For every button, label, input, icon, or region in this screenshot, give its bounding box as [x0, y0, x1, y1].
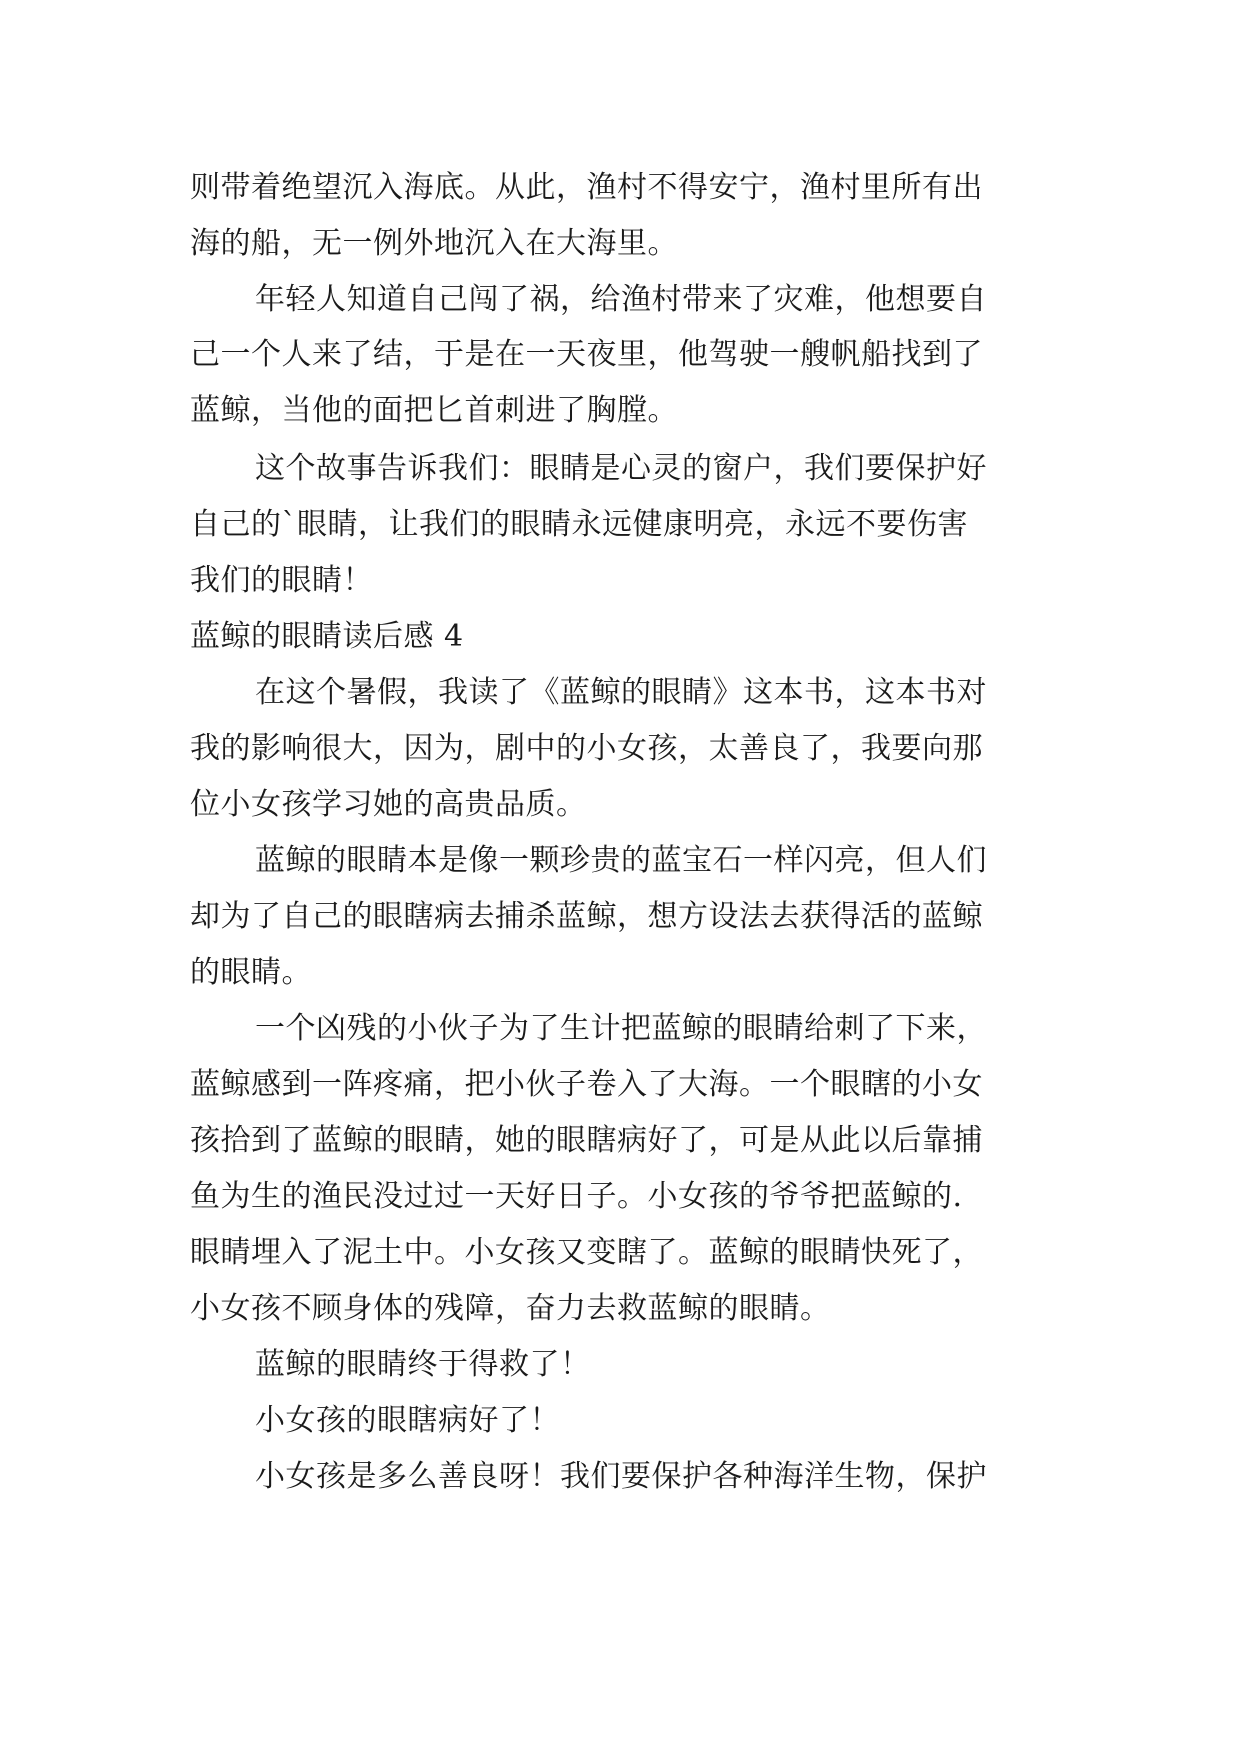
text-line: 小女孩不顾身体的残障，奋力去救蓝鲸的眼睛。 [190, 1291, 831, 1326]
paragraph-start-line: 年轻人知道自己闯了祸，给渔村带来了灾难，他想要自 [255, 282, 987, 317]
text-line: 鱼为生的渔民没过过一天好日子。小女孩的爷爷把蓝鲸的. [190, 1179, 963, 1214]
text-line: 却为了自己的眼瞎病去捕杀蓝鲸，想方设法去获得活的蓝鲸 [190, 899, 983, 934]
text-line: 蓝鲸，当他的面把匕首刺进了胸膛。 [190, 393, 678, 428]
section-heading: 蓝鲸的眼睛读后感 4 [190, 619, 464, 654]
paragraph-start-line: 蓝鲸的眼睛终于得救了！ [255, 1347, 591, 1382]
text-line: 则带着绝望沉入海底。从此，渔村不得安宁，渔村里所有出 [190, 170, 983, 205]
text-line: 海的船，无一例外地沉入在大海里。 [190, 226, 678, 261]
text-line: 我的影响很大，因为，剧中的小女孩，太善良了，我要向那 [190, 731, 983, 766]
paragraph-start-line: 在这个暑假，我读了《蓝鲸的眼睛》这本书，这本书对 [255, 675, 987, 710]
paragraph-start-line: 这个故事告诉我们：眼睛是心灵的窗户，我们要保护好 [255, 451, 987, 486]
text-line: 孩拾到了蓝鲸的眼睛，她的眼瞎病好了，可是从此以后靠捕 [190, 1123, 983, 1158]
text-line: 眼睛埋入了泥土中。小女孩又变瞎了。蓝鲸的眼睛快死了， [190, 1235, 983, 1270]
text-line: 的眼睛。 [190, 955, 312, 990]
text-line: 我们的眼睛！ [190, 563, 373, 598]
text-line: 自己的`眼睛，让我们的眼睛永远健康明亮，永远不要伤害 [190, 507, 968, 542]
text-line: 蓝鲸感到一阵疼痛，把小伙子卷入了大海。一个眼瞎的小女 [190, 1067, 983, 1102]
paragraph-start-line: 小女孩的眼瞎病好了！ [255, 1403, 560, 1438]
paragraph-start-line: 一个凶残的小伙子为了生计把蓝鲸的眼睛给刺了下来， [255, 1011, 987, 1046]
text-line: 位小女孩学习她的高贵品质。 [190, 787, 587, 822]
paragraph-start-line: 小女孩是多么善良呀！我们要保护各种海洋生物，保护 [255, 1459, 987, 1494]
text-line: 己一个人来了结，于是在一天夜里，他驾驶一艘帆船找到了 [190, 337, 983, 372]
paragraph-start-line: 蓝鲸的眼睛本是像一颗珍贵的蓝宝石一样闪亮，但人们 [255, 843, 987, 878]
